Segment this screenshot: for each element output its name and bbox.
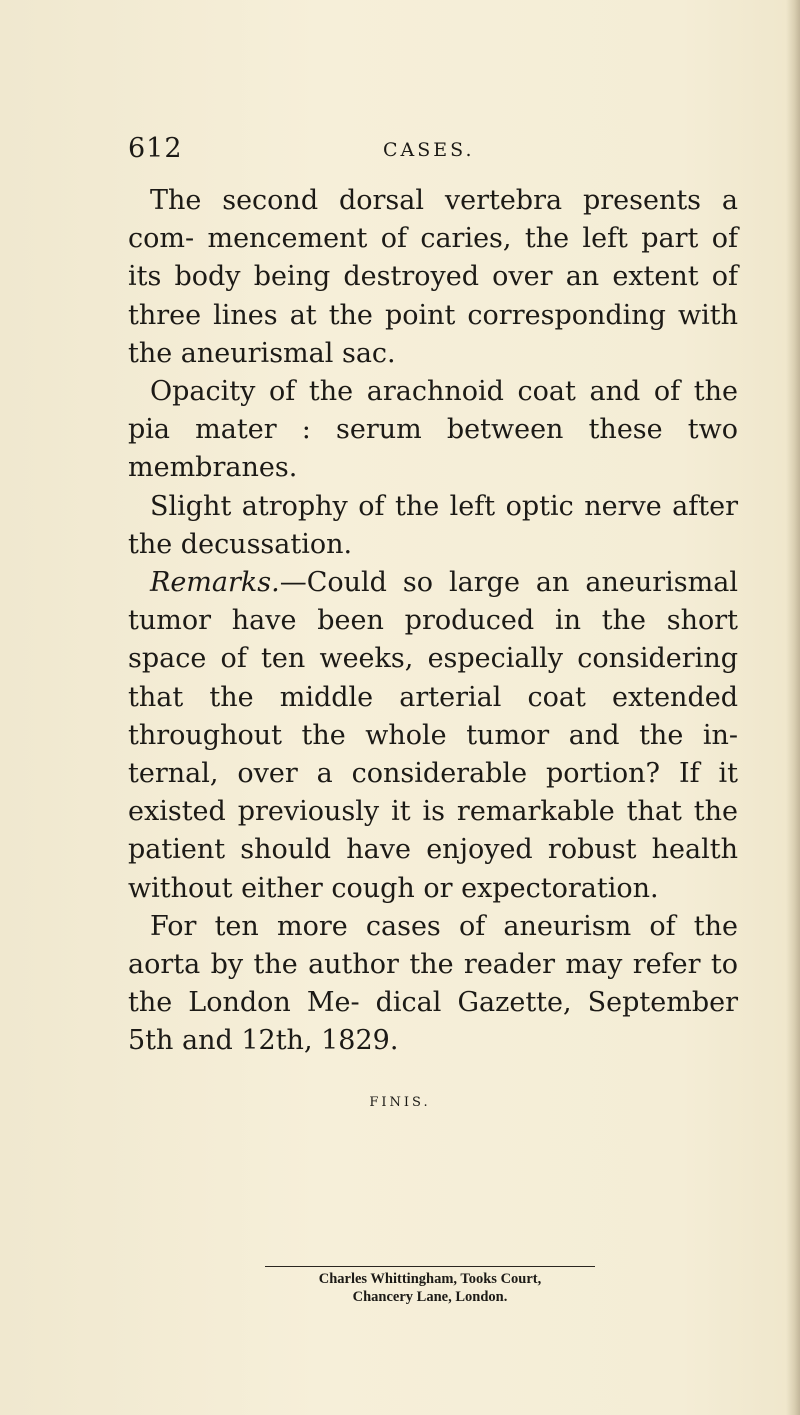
remarks-text: —Could so large an aneurismal tumor have been produced in the short space of ten weeks, especially considering that the middle arterial coat extended throughout the whole tumor and the in- ternal, over a considerable portion? If it existed previously it is remarkable that the patient should have enjoyed robust health without either cough or expectoration. (128, 567, 738, 904)
imprint-rule (265, 1266, 595, 1267)
paragraph-atrophy: Slight atrophy of the left optic nerve after the decussation. (128, 490, 738, 560)
paragraph-vertebra: The second dorsal vertebra presents a com- mencement of caries, the left part of its body being destroyed over an extent of three lines at the point corresponding with the aneurismal sac. (128, 185, 738, 369)
page-edge-shadow (786, 0, 800, 1415)
paragraph-closing: For ten more cases of aneurism of the aorta by the author the reader may refer to the London Me- dical Gazette, September 5th and 12th, 1829. (128, 910, 738, 1057)
paragraph-remarks (128, 564, 738, 908)
running-head-title: CASES. (383, 139, 475, 161)
imprint-line-2: Chancery Lane, London. (352, 1289, 508, 1305)
printer-imprint (265, 1270, 595, 1306)
imprint-line-1: Charles Whittingham, Tooks Court, (318, 1271, 542, 1287)
body-text (128, 182, 738, 1061)
finis-mark: FINIS. (369, 1095, 431, 1110)
paragraph-opacity: Opacity of the arachnoid coat and of the pia mater : serum between these two membranes. (128, 376, 738, 484)
remarks-label: Remarks. (150, 567, 280, 599)
page-number: 612 (128, 133, 183, 164)
running-head (128, 133, 748, 167)
